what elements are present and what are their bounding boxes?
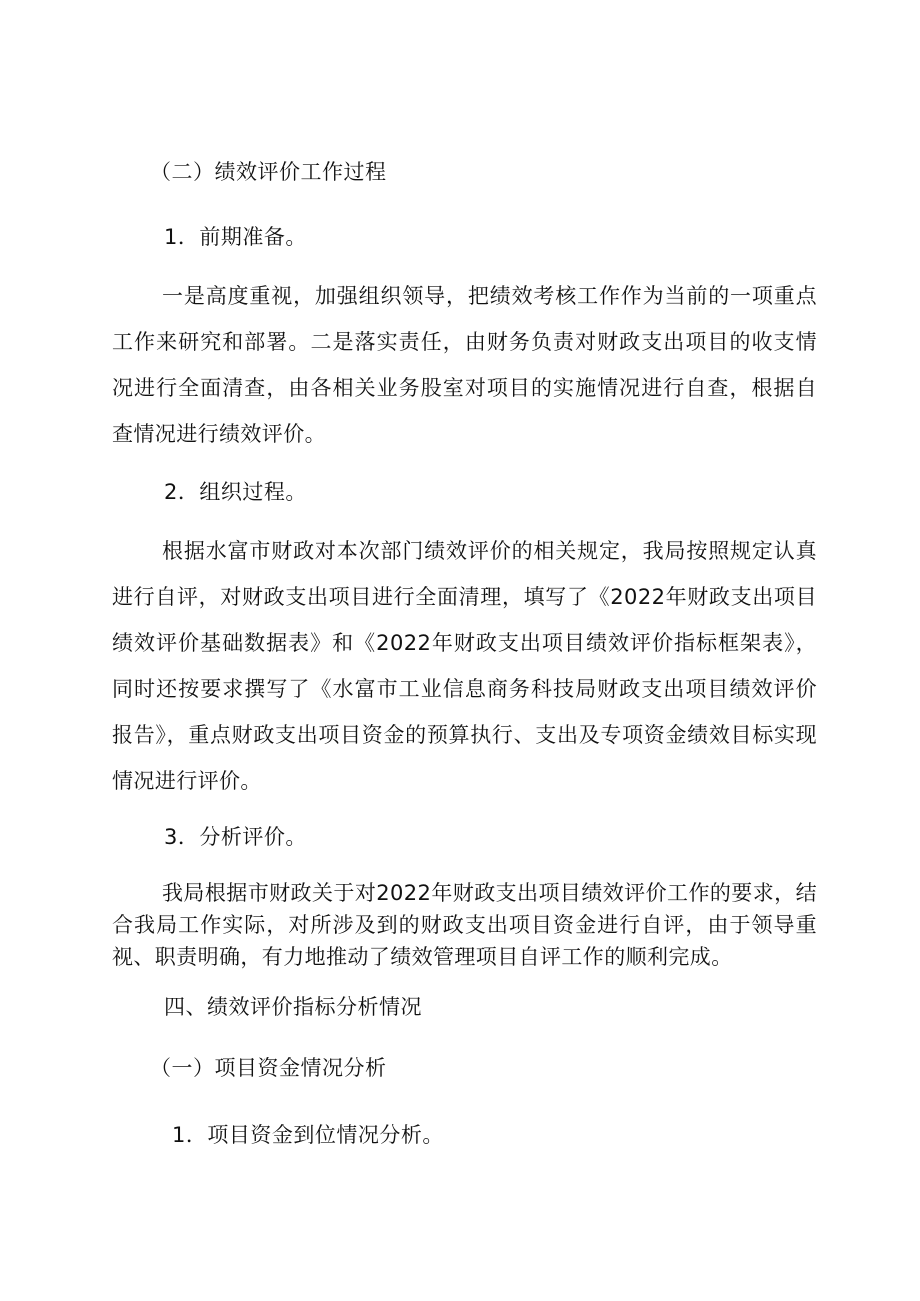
subheading-analysis: 3．分析评价。 <box>164 825 307 849</box>
subheading-preparation: 1．前期准备。 <box>164 225 307 249</box>
paragraph-preparation: 一是高度重视，加强组织领导，把绩效考核工作作为当前的一项重点工作来研究和部署。二是落实责任，由财务负责对财政支出项目的收支情况进行全面清查，由各相关业务股室对项目的实施情况进行自查，根据自查情况进行绩效评价。 <box>112 284 817 446</box>
subheading-fund-arrival: 1．项目资金到位情况分析。 <box>172 1123 444 1147</box>
section-heading-evaluation-process: （二）绩效评价工作过程 <box>150 160 387 184</box>
paragraph-analysis: 我局根据市财政关于对2022年财政支出项目绩效评价工作的要求，结合我局工作实际，对所涉及到的财政支出项目资金进行自评，由于领导重视、职责明确，有力地推动了绩效管理项目自评工作的顺利完成。 <box>112 881 817 969</box>
section-heading-fund-analysis: （一）项目资金情况分析 <box>150 1056 387 1080</box>
paragraph-organization: 根据水富市财政对本次部门绩效评价的相关规定，我局按照规定认真进行自评，对财政支出项目进行全面清理，填写了《2022年财政支出项目绩效评价基础数据表》和《2022年财政支出项目绩效评价指标框架表》，同时还按要求撰写了《水富市工业信息商务科技局财政支出项目绩效评价报告》，重点财政支出项目资金的预算执行、支出及专项资金绩效目标实现情况进行评价。 <box>112 539 817 793</box>
subheading-organization: 2．组织过程。 <box>164 480 307 504</box>
section-heading-indicator-analysis: 四、绩效评价指标分析情况 <box>164 995 422 1019</box>
